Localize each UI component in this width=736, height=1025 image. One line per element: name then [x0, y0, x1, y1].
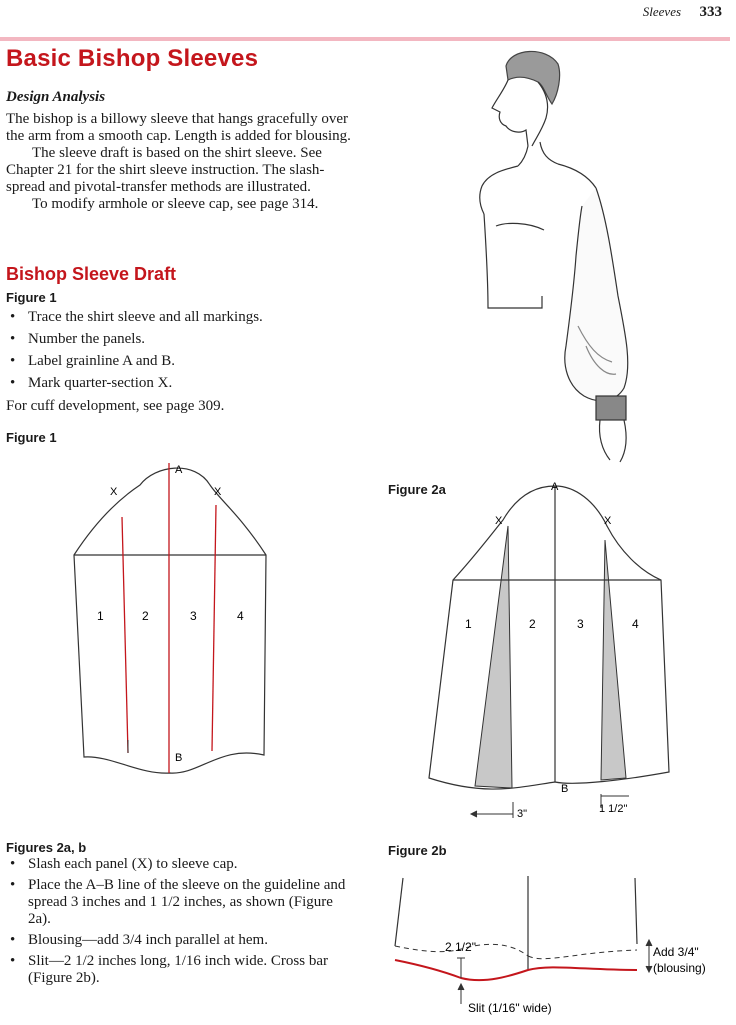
figure2b-add-arrow	[646, 940, 652, 972]
figure2b-slit-length: 2 1/2"	[445, 940, 476, 954]
draft-steps	[6, 306, 356, 394]
figure2b-outline	[395, 876, 637, 970]
figure1-label-x-left: X	[110, 486, 118, 498]
design-paragraph-3: To modify armhole or sleeve cap, see page 314.	[32, 196, 319, 212]
design-paragraph-2: The sleeve draft is based on the shirt sleeve. See Chapter 21 for the shirt sleeve instruction. The slash-spread and pivotal-transfer methods are illustrated.	[6, 145, 325, 195]
list-item: • Trace the shirt sleeve and all markings.	[10, 309, 263, 325]
list-item: • Mark quarter-section X.	[10, 375, 173, 391]
header-rule	[0, 37, 730, 41]
figure1-panel-4: 4	[237, 609, 244, 623]
design-paragraph-1: The bishop is a billowy sleeve that hangs gracefully over the arm from a smooth cap. Length is added for blousing.	[6, 111, 351, 144]
page-number: 333	[699, 4, 722, 20]
figure1-caption: Figure 1	[6, 430, 57, 445]
figure2b-caption: Figure 2b	[388, 843, 447, 858]
figure2b-new-hem	[395, 960, 637, 980]
figure2a-diagram	[425, 476, 675, 821]
figure2b-add-line1: Add 3/4"	[653, 945, 699, 959]
figure1-panel-2: 2	[142, 609, 149, 623]
figure2b-slit-note: Slit (1/16" wide)	[468, 1001, 552, 1015]
figure1-label-b: B	[175, 752, 183, 764]
section-name: Sleeves	[642, 4, 682, 19]
figure2a-label-x-left: X	[495, 515, 503, 527]
figure2a-spread-wedges	[475, 526, 626, 788]
figure2a-caption: Figure 2a	[388, 482, 446, 497]
figure1-slash-lines	[122, 463, 216, 773]
figure2b-slit	[457, 958, 465, 1004]
draft-heading: Bishop Sleeve Draft	[6, 264, 177, 284]
list-item: • Number the panels.	[10, 331, 146, 347]
design-analysis-heading: Design Analysis	[6, 89, 106, 105]
figure2a-label-b: B	[561, 783, 569, 795]
figure2a-spread-right: 1 1/2"	[599, 803, 628, 815]
instructions2-heading: Figures 2a, b	[6, 840, 87, 855]
list-item: • Slash each panel (X) to sleeve cap.	[10, 856, 238, 872]
figure2b-add-line2: (blousing)	[653, 961, 706, 975]
running-head	[643, 4, 722, 21]
figure1-label-x-right: X	[214, 486, 222, 498]
figure1-panel-3: 3	[190, 609, 197, 623]
figure1-panel-1: 1	[97, 609, 104, 623]
page-title: Basic Bishop Sleeves	[6, 45, 259, 72]
figure2b-diagram	[385, 872, 725, 1022]
figure2a-label-x-right: X	[604, 515, 612, 527]
figure2a-outline	[429, 486, 669, 789]
figure2a-label-a: A	[551, 481, 559, 493]
figure2a-panel-4: 4	[632, 617, 639, 631]
list-item: • Blousing—add 3/4 inch parallel at hem.	[10, 932, 268, 948]
figure2a-panel-3: 3	[577, 617, 584, 631]
instructions2-steps	[6, 856, 356, 987]
list-item: • Place the A–B line of the sleeve on the guideline and spread 3 inches and 1 1/2 inches, as shown (Figure 2a).	[10, 877, 346, 927]
figure2a-spread-left: 3"	[517, 808, 528, 820]
list-item: • Slit—2 1/2 inches long, 1/16 inch wide. Cross bar (Figure 2b).	[10, 953, 328, 986]
figure2a-panel-2: 2	[529, 617, 536, 631]
cuff-note: For cuff development, see page 309.	[6, 398, 225, 414]
figure1-label-a: A	[175, 464, 183, 476]
list-item: • Label grainline A and B.	[10, 353, 176, 369]
design-analysis-text	[6, 111, 356, 213]
figure2a-panel-1: 1	[465, 617, 472, 631]
model-illustration	[466, 46, 646, 466]
figure2b-original-hem-right	[528, 950, 637, 959]
figure1-diagram	[70, 455, 275, 775]
draft-figure-label: Figure 1	[6, 290, 57, 305]
